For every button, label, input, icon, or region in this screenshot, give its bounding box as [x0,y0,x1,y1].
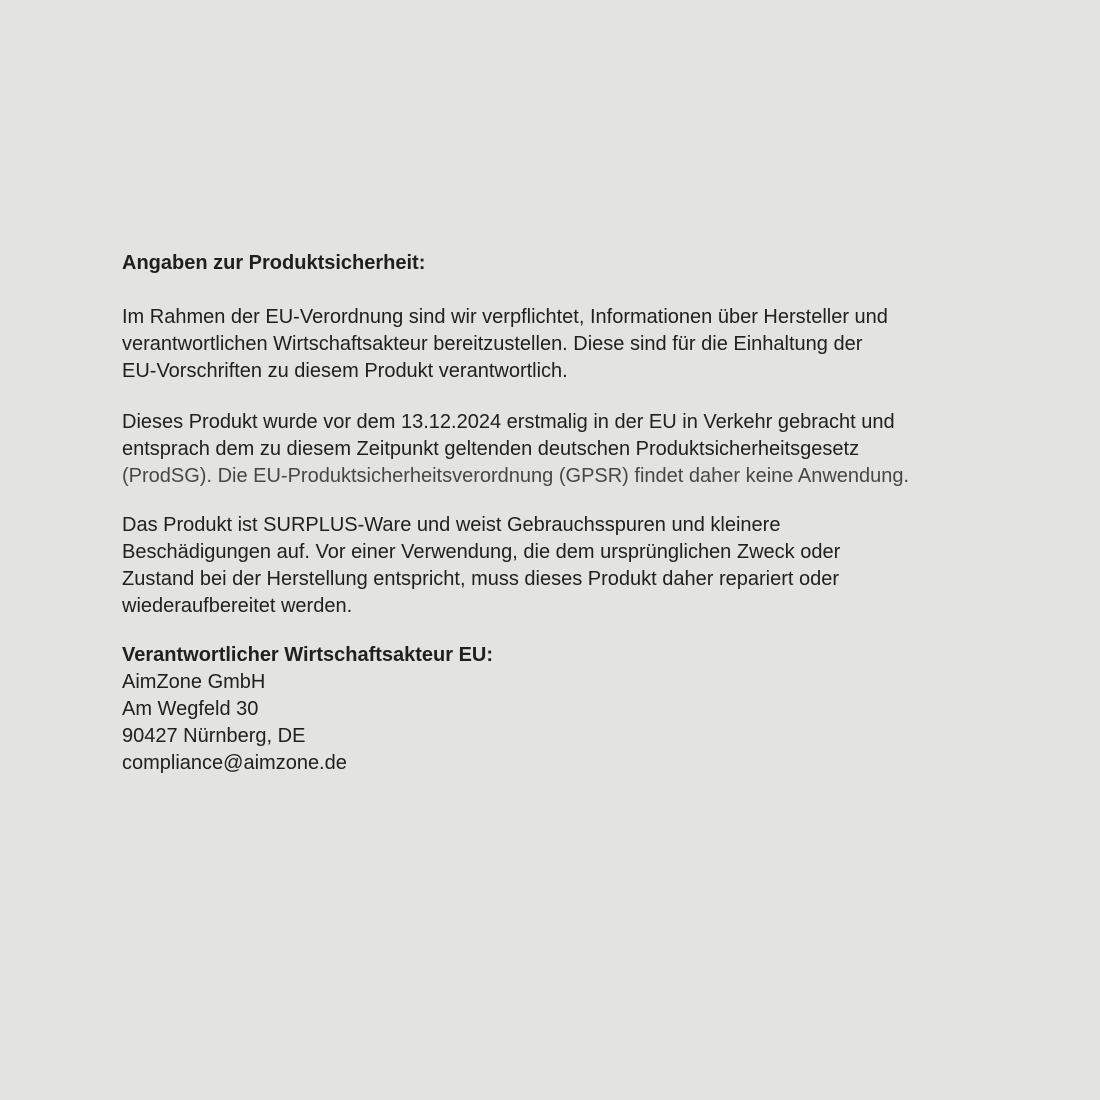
paragraph-line: Dieses Produkt wurde vor dem 13.12.2024 erstmalig in der EU in Verkehr gebracht und [122,411,895,433]
responsible-actor-heading: Verantwortlicher Wirtschaftsakteur EU: [122,644,494,666]
product-safety-heading: Angaben zur Produktsicherheit: [122,252,426,274]
paragraph-surplus-condition [122,512,990,620]
responsible-actor-block [122,642,990,777]
paragraph-line: (ProdSG). Die EU-Produktsicherheitsverordnung (GPSR) findet daher keine Anwendung. [122,465,910,487]
street-address: Am Wegfeld 30 [122,698,259,720]
paragraph-line: Zustand bei der Herstellung entspricht, muss dieses Produkt daher repariert oder [122,568,840,590]
paragraph-line: EU-Vorschriften zu diesem Produkt verantwortlich. [122,360,568,382]
paragraph-market-date [122,409,990,490]
paragraph-line: verantwortlichen Wirtschaftsakteur bereitzustellen. Diese sind für die Einhaltung der [122,333,863,355]
paragraph-line: entsprach dem zu diesem Zeitpunkt geltenden deutschen Produktsicherheitsgesetz [122,438,860,460]
paragraph-line: wiederaufbereitet werden. [122,595,353,617]
paragraph-line: Das Produkt ist SURPLUS-Ware und weist Gebrauchsspuren und kleinere [122,514,781,536]
paragraph-eu-regulation [122,304,990,385]
paragraph-line: Im Rahmen der EU-Verordnung sind wir verpflichtet, Informationen über Hersteller und [122,306,888,328]
email-address: compliance@aimzone.de [122,752,347,774]
paragraph-line: Beschädigungen auf. Vor einer Verwendung, die dem ursprünglichen Zweck oder [122,541,841,563]
company-name: AimZone GmbH [122,671,266,693]
city-address: 90427 Nürnberg, DE [122,725,306,747]
